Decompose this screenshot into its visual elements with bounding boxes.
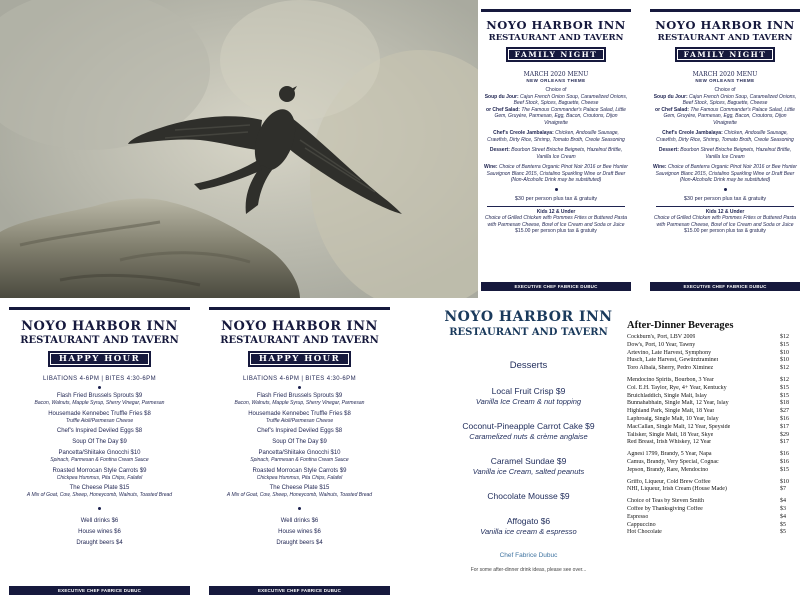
beverage-name: Jepson, Brandy, Rare, Mendocino — [627, 466, 709, 473]
menu-item-name: The Cheese Plate $15 — [69, 485, 130, 491]
brand-name: NOYO HARBOR INN — [221, 319, 378, 334]
chef-footer: EXECUTIVE CHEF FABRICE DUBUC — [481, 282, 631, 291]
dessert-item-desc: Caramelized nuts & crème anglaise — [469, 432, 588, 441]
drink-special: House wines $6 — [278, 528, 321, 535]
menu-item-name: Roasted Morrocan Style Carrots $9 — [252, 467, 347, 474]
beverage-row — [627, 498, 800, 506]
wine-desc: Choice of Banterra Organic Pinot Noir 2016 or Bee Hunter Sauvignon Blanc 2015, Cristalino Sparkling Wine or Draft Beer (Non-Alcoholic Drink may be substituted) — [486, 164, 628, 183]
dessert-item-name: Local Fruit Crisp $9 — [491, 386, 566, 396]
beverage-name: Talisker, Single Malt, 18 Year, Skye — [627, 431, 714, 438]
menu-item-desc: Truffle Aioli/Parmesan Cheese — [265, 417, 334, 424]
menu-theme: NEW ORLEANS THEME — [526, 78, 586, 83]
bullet-divider — [555, 188, 558, 191]
menu-banner: HAPPY HOUR — [248, 351, 351, 367]
brand-name: NOYO HARBOR INN — [21, 319, 178, 334]
menu-item-name: Pancetta/Shiitake Gnocchi $10 — [58, 450, 141, 456]
beverage-row — [627, 342, 800, 350]
menu-banner: FAMILY NIGHT — [506, 47, 607, 62]
beverage-row — [627, 451, 800, 459]
dessert-desc: Bourbon Street Brioche Beignets, Hazelnut Brittle, Vanilla Ice Cream — [511, 147, 623, 160]
choice-of-label: Choice of — [545, 87, 567, 93]
family-night-menu-card — [650, 9, 800, 291]
brand-subtitle: RESTAURANT AND TAVERN — [220, 335, 379, 346]
choice-of-label: Choice of — [714, 87, 736, 93]
kids-desc: Choice of Grilled Chicken with Pommes Frites or Buttered Pasta with Parmesan Cheese, Bowl of Ice Cream and Soda or Juice — [654, 215, 796, 228]
bullet-divider — [724, 188, 727, 191]
beverage-name: Toro Albalá, Sherry, Pedro Ximinez — [627, 365, 714, 372]
chef-footer: EXECUTIVE CHEF FABRICE DUBUC — [650, 282, 800, 291]
bird-photo — [0, 0, 478, 298]
dessert-label: Dessert: — [489, 147, 510, 153]
beverage-name: Husch, Late Harvest, Gewürztraminer — [627, 357, 719, 364]
beverage-price: $4 — [780, 498, 786, 505]
beverage-row — [627, 522, 800, 530]
brand-subtitle: RESTAURANT AND TAVERN — [20, 335, 179, 346]
beverage-price: $15 — [780, 392, 789, 399]
beverage-price: $17 — [780, 439, 789, 446]
menu-item-name: Soup Of The Day $9 — [72, 439, 127, 445]
menu-item-desc: A Mix of Goat, Cow, Sheep, Honeycomb, Walnuts, Toasted Bread — [26, 492, 173, 498]
dessert-title: Desserts — [509, 360, 548, 371]
dessert-desc: Bourbon Street Brioche Beignets, Hazelnut Brittle, Vanilla Ice Cream — [680, 147, 792, 160]
beverage-name: Camus, Brandy, Very Special, Cognac — [627, 458, 719, 465]
salad-label: or Chef Salad: — [655, 106, 689, 113]
jambalaya-label: Chef's Creole Jambalaya: — [493, 130, 554, 136]
soup-label: Soup du Jour: — [484, 93, 519, 100]
dessert-label: Dessert: — [658, 147, 679, 153]
beverage-price: $4 — [780, 513, 786, 520]
beverage-name: Cappuccino — [627, 521, 656, 528]
menu-theme: NEW ORLEANS THEME — [695, 78, 755, 83]
beverage-title: After-Dinner Beverages — [627, 320, 734, 331]
happy-hour-menu-card — [9, 307, 190, 595]
brand-subtitle: RESTAURANT AND TAVERN — [449, 327, 608, 338]
menu-item-desc: Spinach, Parmesan & Fontina Cream Sauce — [50, 457, 149, 463]
beverage-name: Cockburn's, Port, LBV 2009 — [627, 334, 696, 340]
dessert-item-name: Caramel Sundae $9 — [490, 456, 567, 466]
dessert-item-name: Chocolate Mousse $9 — [487, 491, 570, 501]
dessert-chef: Chef Fabrice Dubuc — [499, 552, 558, 559]
beverage-price: $17 — [780, 423, 789, 430]
beverage-name: Col. E.H. Taylor, Rye, 4+ Year, Kentucky — [627, 384, 727, 391]
menu-item-name: Housemade Kennebec Truffle Fries $8 — [48, 410, 151, 417]
beverage-row — [627, 424, 800, 432]
dessert-item-name: Coconut-Pineapple Carrot Cake $9 — [462, 421, 595, 431]
drink-special: Well drinks $6 — [280, 517, 319, 524]
beverage-row — [627, 529, 800, 537]
menu-banner: HAPPY HOUR — [48, 351, 151, 367]
beverage-row — [627, 506, 800, 514]
beverage-name: Dow's, Port, 10 Year, Tawny — [627, 341, 696, 348]
beverage-name: Hot Chocolate — [627, 529, 662, 536]
beverage-price: $12 — [780, 365, 789, 372]
jambalaya-desc: Chicken, Andouille Sausage, Crawfish, Dirty Rice, Shrimp, Tomato Broth, Creole Seasoning — [656, 130, 794, 143]
beverage-name: Laphroaig, Single Malt, 10 Year, Islay — [627, 415, 719, 422]
beverage-name: Espresso — [627, 513, 649, 520]
kids-title: Kids 12 & Under — [536, 208, 576, 215]
beverage-name: Bunnahabhain, Single Malt, 12 Year, Islay — [627, 400, 729, 407]
dessert-menu — [441, 309, 616, 573]
jambalaya-desc: Chicken, Andouille Sausage, Crawfish, Dirty Rice, Shrimp, Tomato Broth, Creole Seasoning — [487, 130, 625, 143]
beverage-row — [627, 357, 800, 365]
beverage-name: Agnesi 1799, Brandy, 5 Year, Napa — [627, 451, 712, 458]
beverage-price: $15 — [780, 341, 789, 348]
beverage-price: $5 — [780, 521, 786, 528]
beverage-name: Bruichladdich, Single Malt, Islay — [627, 392, 707, 399]
beverage-name: NHI, Liqueur, Irish Cream (House Made) — [627, 486, 727, 493]
menu-date: MARCH 2020 MENU — [692, 71, 758, 78]
beverage-row — [627, 408, 800, 416]
menu-date: MARCH 2020 MENU — [523, 71, 589, 78]
beverage-name: Artevino, Late Harvest, Symphony — [627, 349, 712, 356]
soup-desc: Cajun French Onion Soup, Caramelized Onions, Beef Stock, Spices, Baguette, Cheese — [513, 93, 628, 106]
beverage-row — [627, 479, 800, 487]
beverage-row — [627, 365, 800, 373]
beverage-price: $29 — [780, 431, 789, 438]
beverage-row — [627, 486, 800, 494]
salad-desc: The Famous Commander's Palace Salad, Little Gem, Gruyère, Parmesan, Egg, Bacon, Croutons, Dijon Vinaigrette — [663, 106, 795, 126]
libations-hours: LIBATIONS 4-6PM | BITES 4:30-6PM — [243, 376, 356, 382]
beverage-price: $3 — [780, 505, 786, 512]
beverage-row — [627, 467, 800, 475]
menu-item-desc: Truffle Aioli/Parmesan Cheese — [65, 417, 134, 424]
beverage-row — [627, 439, 800, 447]
brand-subtitle: RESTAURANT AND TAVERN — [488, 33, 624, 43]
section-divider — [487, 206, 625, 207]
menu-item-desc: Chickpea Hummus, Pita Chips, Falafel — [56, 474, 143, 481]
section-divider — [656, 206, 794, 207]
menu-item-desc: Bacon, Walnuts, Mapple Syrup, Sherry Vinegar, Parmesan — [234, 400, 365, 406]
beverage-list — [627, 320, 800, 537]
wine-label: Wine: — [484, 164, 498, 170]
salad-label: or Chef Salad: — [486, 106, 520, 113]
menu-item-desc: Chickpea Hummus, Pita Chips, Falafel — [256, 474, 343, 481]
menu-item-desc: Bacon, Walnuts, Mapple Syrup, Sherry Vinegar, Parmesan — [34, 400, 165, 406]
dessert-note: For some after-dinner drink ideas, please see over... — [470, 567, 587, 573]
dessert-item-desc: Vanilla ice cream & espresso — [480, 527, 577, 536]
family-night-menu-card — [481, 9, 631, 291]
beverage-price: $18 — [780, 400, 789, 407]
menu-item-name: Soup Of The Day $9 — [272, 439, 327, 445]
beverage-price: $10 — [780, 349, 789, 356]
beverage-row — [627, 393, 800, 401]
kids-desc: Choice of Grilled Chicken with Pommes Frites or Buttered Pasta with Parmesan Cheese, Bowl of Ice Cream and Soda or Juice — [485, 215, 627, 228]
beverage-price: $16 — [780, 415, 789, 422]
chef-footer: EXECUTIVE CHEF FABRICE DUBUC — [9, 586, 190, 595]
kids-price: $15.00 per person plus tax & gratuity — [515, 228, 597, 234]
beverage-row — [627, 416, 800, 424]
menu-item-name: Chef's Inspired Deviled Eggs $8 — [56, 428, 143, 434]
happy-hour-menu-card — [209, 307, 390, 595]
beverage-row — [627, 350, 800, 358]
beverage-price: $27 — [780, 408, 789, 415]
beverage-name: Mendocino Spirits, Bourbon, 3 Year — [627, 376, 714, 383]
beverage-price: $7 — [780, 486, 786, 493]
beverage-row — [627, 385, 800, 393]
beverage-row — [627, 514, 800, 522]
beverage-groups — [627, 334, 800, 537]
beverage-price: $15 — [780, 466, 789, 473]
drink-special: Draught beers $4 — [276, 539, 323, 546]
family-price: $30 per person plus tax & gratuity — [683, 195, 767, 202]
beverage-price: $10 — [780, 357, 789, 364]
beverage-price: $12 — [780, 334, 789, 340]
beverage-price: $10 — [780, 478, 789, 485]
chef-footer: EXECUTIVE CHEF FABRICE DUBUC — [209, 586, 390, 595]
beverage-name: Highland Park, Single Malt, 18 Year — [627, 408, 715, 415]
dessert-item-desc: Vanilla Ice Cream & nut topping — [475, 397, 582, 406]
brand-name: NOYO HARBOR INN — [444, 309, 613, 325]
beverage-row — [627, 459, 800, 467]
beverage-price: $5 — [780, 529, 786, 536]
brand-name: NOYO HARBOR INN — [486, 18, 626, 32]
menu-item-name: The Cheese Plate $15 — [269, 485, 330, 491]
menu-item-name: Roasted Morrocan Style Carrots $9 — [52, 467, 147, 474]
menu-item-desc: Spinach, Parmesan & Fontina Cream Sauce — [250, 457, 349, 463]
bird-photo-illustration — [0, 0, 478, 298]
beverage-name: Griffo, Liqueur, Cold Brew Coffee — [627, 478, 711, 485]
beverage-price: $16 — [780, 458, 789, 465]
beverage-name: Coffee by Thanksgiving Coffee — [627, 505, 703, 512]
family-price: $30 per person plus tax & gratuity — [514, 195, 598, 202]
wine-desc: Choice of Banterra Organic Pinot Noir 2016 or Bee Hunter Sauvignon Blanc 2015, Cristalino Sparkling Wine or Draft Beer (Non-Alcoholic Drink may be substituted) — [655, 164, 797, 183]
beverage-row — [627, 334, 800, 342]
menu-banner: FAMILY NIGHT — [675, 47, 776, 62]
beverage-name: Red Breast, Irish Whiskey, 12 Year — [627, 439, 712, 446]
jambalaya-label: Chef's Creole Jambalaya: — [662, 130, 723, 136]
menu-item-name: Flash Fried Brussels Sprouts $9 — [56, 393, 143, 399]
libations-hours: LIBATIONS 4-6PM | BITES 4:30-6PM — [43, 376, 156, 382]
dessert-item-desc: Vanilla ice Cream, salted peanuts — [472, 467, 585, 476]
beverage-row — [627, 432, 800, 440]
beverage-price: $16 — [780, 451, 789, 458]
beverage-name: Choice of Teas by Steven Smith — [627, 498, 704, 505]
beverage-price: $12 — [780, 376, 789, 383]
beverage-name: MacCallan, Single Malt, 12 Year, Speyside — [627, 423, 731, 430]
beverage-row — [627, 400, 800, 408]
wine-label: Wine: — [653, 164, 667, 170]
drink-special: Well drinks $6 — [80, 517, 119, 524]
menu-item-name: Chef's Inspired Deviled Eggs $8 — [256, 428, 343, 434]
menu-item-name: Pancetta/Shiitake Gnocchi $10 — [258, 450, 341, 456]
kids-title: Kids 12 & Under — [705, 208, 745, 215]
menu-item-name: Flash Fried Brussels Sprouts $9 — [256, 393, 343, 399]
brand-name: NOYO HARBOR INN — [655, 18, 795, 32]
drink-special: House wines $6 — [78, 528, 121, 535]
menu-item-name: Housemade Kennebec Truffle Fries $8 — [248, 410, 351, 417]
beverage-price: $15 — [780, 384, 789, 391]
menu-item-desc: A Mix of Goat, Cow, Sheep, Honeycomb, Walnuts, Toasted Bread — [226, 492, 373, 498]
brand-subtitle: RESTAURANT AND TAVERN — [657, 33, 793, 43]
beverage-row — [627, 377, 800, 385]
drink-special: Draught beers $4 — [76, 539, 123, 546]
dessert-item-name: Affogato $6 — [506, 516, 551, 526]
kids-price: $15.00 per person plus tax & gratuity — [684, 228, 766, 234]
salad-desc: The Famous Commander's Palace Salad, Little Gem, Gruyère, Parmesan, Egg, Bacon, Croutons, Dijon Vinaigrette — [494, 106, 626, 126]
soup-desc: Cajun French Onion Soup, Caramelized Onions, Beef Stock, Spices, Baguette, Cheese — [682, 93, 797, 106]
soup-label: Soup du Jour: — [653, 93, 688, 100]
